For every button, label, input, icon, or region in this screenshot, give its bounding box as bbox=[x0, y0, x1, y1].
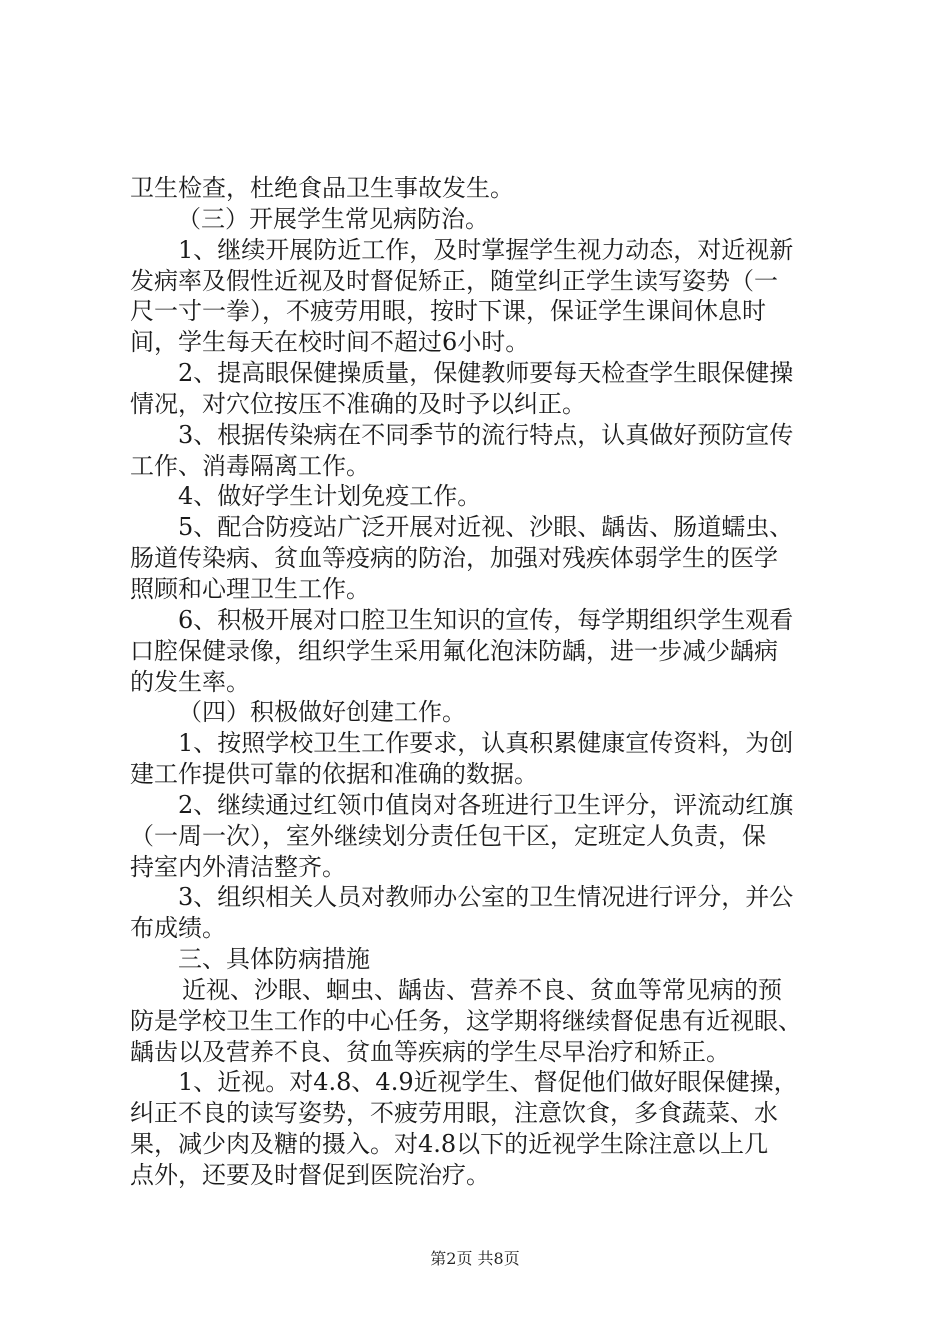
text-line: 发病率及假性近视及时督促矫正，随堂纠正学生读写姿势（一 bbox=[130, 266, 778, 295]
text-line: 近视、沙眼、蛔虫、龋齿、营养不良、贫血等常见病的预 bbox=[182, 975, 782, 1004]
text-line: 龋齿以及营养不良、贫血等疾病的学生尽早治疗和矫正。 bbox=[130, 1037, 730, 1066]
text-line: 肠道传染病、贫血等疫病的防治，加强对残疾体弱学生的医学 bbox=[130, 544, 778, 573]
text-line: 间，学生每天在校时间不超过6小时。 bbox=[130, 328, 530, 357]
text-line: 建工作提供可靠的依据和准确的数据。 bbox=[130, 760, 538, 789]
text-line: 1、继续开展防近工作，及时掌握学生视力动态，对近视新 bbox=[178, 235, 794, 264]
text-line: 2、继续通过红领巾值岗对各班进行卫生评分，评流动红旗 bbox=[178, 790, 794, 819]
text-line: 尺一寸一拳），不疲劳用眼，按时下课，保证学生课间休息时 bbox=[130, 297, 766, 326]
text-line: 1、近视。对4.8、4.9近视学生、督促他们做好眼保健操， bbox=[178, 1068, 798, 1097]
text-line: 点外，还要及时督促到医院治疗。 bbox=[130, 1161, 490, 1189]
text-line: 1、按照学校卫生工作要求，认真积累健康宣传资料，为创 bbox=[178, 729, 794, 758]
text-line: 工作、消毒隔离工作。 bbox=[130, 451, 370, 480]
text-line: 3、组织相关人员对教师办公室的卫生情况进行评分，并公 bbox=[178, 883, 794, 912]
text-line: 6、积极开展对口腔卫生知识的宣传，每学期组织学生观看 bbox=[178, 605, 794, 634]
text-line: 口腔保健录像，组织学生采用氟化泡沫防龋，进一步减少龋病 bbox=[130, 636, 778, 665]
section-heading: （四）积极做好创建工作。 bbox=[178, 698, 466, 727]
text-line: 持室内外清洁整齐。 bbox=[130, 852, 346, 881]
text-line: 的发生率。 bbox=[130, 667, 250, 696]
text-line: 布成绩。 bbox=[130, 914, 226, 943]
text-line: （一周一次），室外继续划分责任包干区，定班定人负责，保 bbox=[130, 821, 766, 850]
section-heading: （三）开展学生常见病防治。 bbox=[177, 204, 489, 233]
text-line: 情况，对穴位按压不准确的及时予以纠正。 bbox=[130, 389, 586, 418]
text-line: 2、提高眼保健操质量，保健教师要每天检查学生眼保健操 bbox=[178, 359, 794, 388]
text-line: 卫生检查，杜绝食品卫生事故发生。 bbox=[130, 174, 514, 202]
text-line: 防是学校卫生工作的中心任务，这学期将继续督促患有近视眼、 bbox=[130, 1006, 802, 1035]
text-line: 果，减少肉及糖的摄入。对4.8以下的近视学生除注意以上几 bbox=[130, 1130, 769, 1159]
page-number-footer: 第2页 共8页 bbox=[430, 1249, 520, 1268]
text-line: 4、做好学生计划免疫工作。 bbox=[178, 482, 482, 511]
text-line: 照顾和心理卫生工作。 bbox=[130, 574, 370, 603]
text-line: 3、根据传染病在不同季节的流行特点，认真做好预防宣传 bbox=[178, 420, 794, 449]
text-line: 纠正不良的读写姿势，不疲劳用眼，注意饮食，多食蔬菜、水 bbox=[130, 1099, 778, 1128]
section-heading: 三、具体防病措施 bbox=[178, 945, 370, 974]
text-line: 5、配合防疫站广泛开展对近视、沙眼、龋齿、肠道蠕虫、 bbox=[178, 513, 794, 542]
